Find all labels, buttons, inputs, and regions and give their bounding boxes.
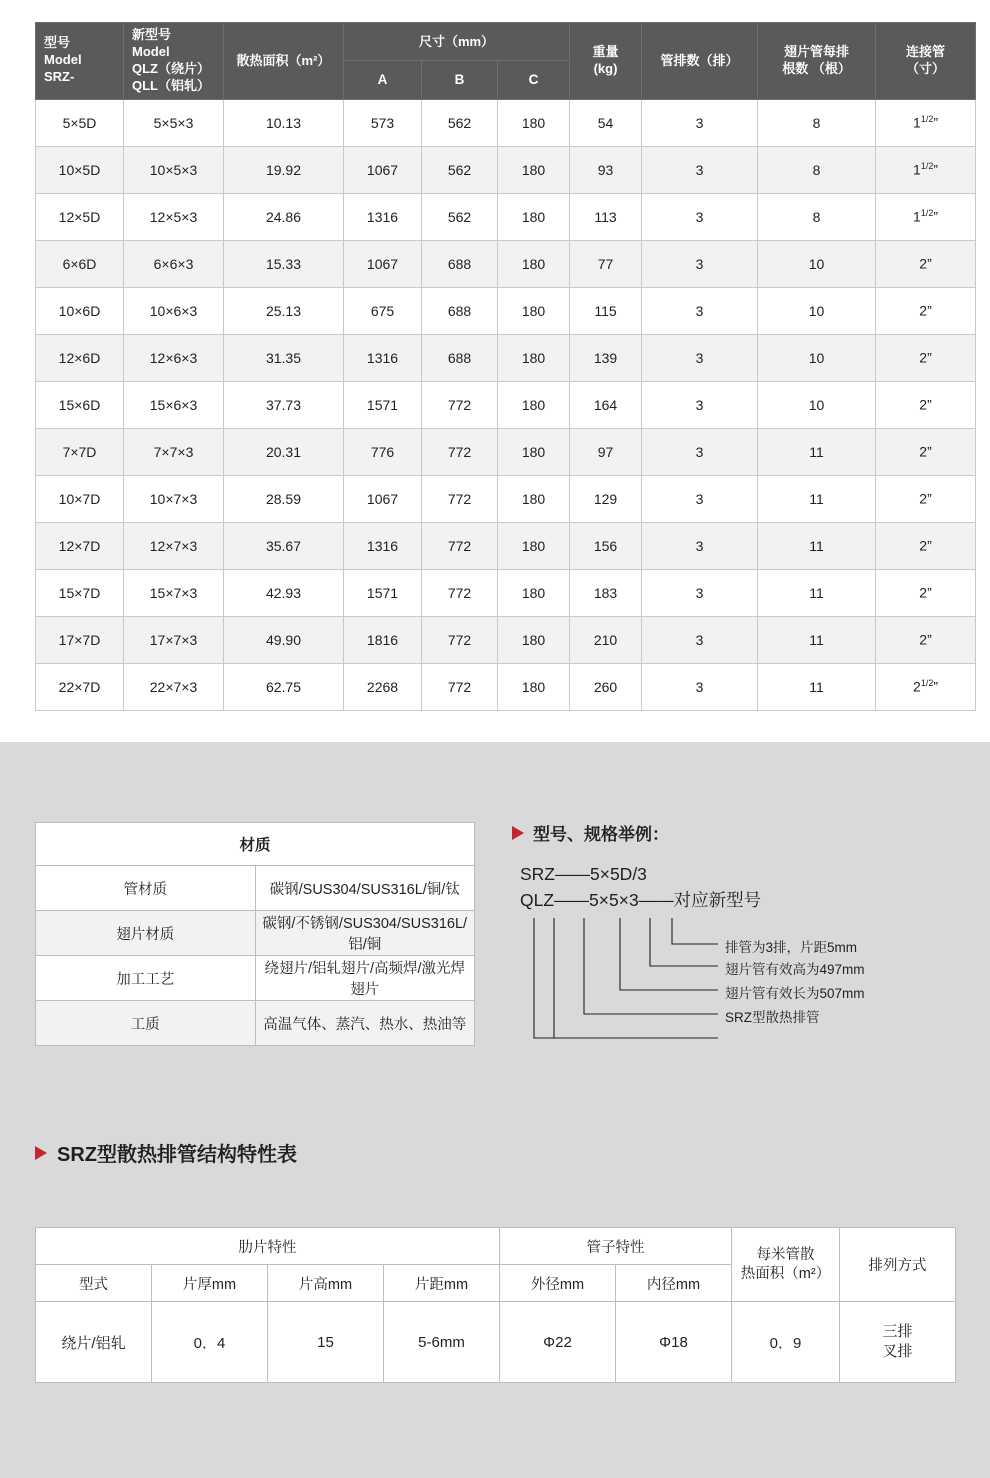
- model-example-code-line1: SRZ——5×5D/3: [520, 864, 647, 884]
- header-dim-c: C: [498, 60, 570, 99]
- conn-num: 1: [913, 208, 921, 225]
- cell-area: 49.90: [224, 616, 344, 663]
- table-row: [36, 287, 976, 334]
- cell-weight: 139: [570, 334, 642, 381]
- cell-arrangement-line1: 三排: [882, 1322, 913, 1340]
- cell-tubes-per-row: 10: [758, 381, 876, 428]
- cell-area: 31.35: [224, 334, 344, 381]
- header-dimension: 尺寸（mm）: [344, 23, 570, 61]
- table-row: [36, 334, 976, 381]
- cell-dim-c: 180: [498, 428, 570, 475]
- cell-tube-rows: 3: [642, 663, 758, 710]
- header-area: 散热面积（m²）: [224, 23, 344, 100]
- cell-dim-b: 772: [422, 616, 498, 663]
- cell-dim-c: 180: [498, 240, 570, 287]
- cell-weight: 129: [570, 475, 642, 522]
- header-fin-pitch: 片距mm: [384, 1265, 500, 1302]
- cell-dim-b: 772: [422, 428, 498, 475]
- header-model-old-line1: 型号: [44, 35, 71, 51]
- cell-tubes-per-row: 10: [758, 240, 876, 287]
- table-row: [36, 193, 976, 240]
- table-row: [36, 1302, 956, 1383]
- table-row: [36, 240, 976, 287]
- conn-frac: 1/2: [920, 678, 934, 689]
- header-inner-diameter: 内径mm: [616, 1265, 732, 1302]
- cell-area: 19.92: [224, 146, 344, 193]
- cell-dim-b: 562: [422, 146, 498, 193]
- conn-unit: ”: [933, 161, 938, 178]
- cell-dim-c: 180: [498, 475, 570, 522]
- header-model-old-line2: Model: [44, 52, 82, 68]
- cell-dim-a: 1316: [344, 334, 422, 381]
- cell-dim-a: 2268: [344, 663, 422, 710]
- conn-num: 1: [913, 161, 921, 178]
- cell-tubes-per-row: 11: [758, 428, 876, 475]
- cell-dim-c: 180: [498, 287, 570, 334]
- conn-unit: ”: [927, 631, 932, 648]
- header-connection-line1: 连接管: [906, 43, 946, 59]
- cell-outer-diameter: Φ22: [500, 1302, 616, 1383]
- cell-weight: 164: [570, 381, 642, 428]
- cell-area: 20.31: [224, 428, 344, 475]
- conn-num: 2: [919, 490, 928, 507]
- cell-dim-b: 772: [422, 522, 498, 569]
- cell-area: 42.93: [224, 569, 344, 616]
- cell-connection: [876, 240, 976, 287]
- table-row: [36, 475, 976, 522]
- header-area-per-meter-line1: 每米管散: [756, 1246, 815, 1263]
- cell-dim-a: 1816: [344, 616, 422, 663]
- materials-value: 绕翅片/铝轧翅片/高频焊/激光焊翅片: [255, 956, 475, 1001]
- example-note-1: 翅片管有效高为497mm: [725, 961, 865, 977]
- cell-new-model: 10×6×3: [124, 287, 224, 334]
- conn-num: 2: [919, 255, 928, 272]
- header-tube-rows: 管排数（排）: [642, 23, 758, 100]
- cell-weight: 54: [570, 99, 642, 146]
- header-fin-thickness: 片厚mm: [152, 1265, 268, 1302]
- cell-new-model: 17×7×3: [124, 616, 224, 663]
- cell-dim-c: 180: [498, 99, 570, 146]
- model-example-block: [512, 820, 962, 1074]
- table-row: [36, 866, 475, 911]
- cell-new-model: 12×6×3: [124, 334, 224, 381]
- conn-num: 2: [913, 678, 921, 695]
- cell-model: 17×7D: [36, 616, 124, 663]
- conn-num: 2: [919, 537, 928, 554]
- materials-title-row: [36, 823, 475, 866]
- cell-new-model: 15×7×3: [124, 569, 224, 616]
- cell-dim-a: 675: [344, 287, 422, 334]
- cell-dim-a: 1067: [344, 475, 422, 522]
- conn-unit: ”: [933, 114, 938, 131]
- header-fin-group: 肋片特性: [36, 1228, 500, 1265]
- cell-connection: [876, 381, 976, 428]
- cell-dim-c: 180: [498, 569, 570, 616]
- cell-connection: [876, 146, 976, 193]
- table-row: [36, 911, 475, 956]
- cell-dim-b: 772: [422, 475, 498, 522]
- conn-num: 1: [913, 114, 921, 131]
- conn-unit: ”: [927, 255, 932, 272]
- cell-weight: 210: [570, 616, 642, 663]
- header-model-new-line3: QLZ（绕片）: [132, 60, 210, 76]
- cell-dim-c: 180: [498, 334, 570, 381]
- cell-area: 10.13: [224, 99, 344, 146]
- cell-model: 22×7D: [36, 663, 124, 710]
- header-model-old-line3: SRZ-: [44, 69, 75, 85]
- cell-dim-a: 1571: [344, 381, 422, 428]
- cell-connection: [876, 663, 976, 710]
- spec-table: [35, 22, 976, 711]
- model-example-heading: [512, 820, 962, 845]
- conn-num: 2: [919, 584, 928, 601]
- header-model-new-line1: 新型号: [132, 27, 172, 42]
- table-row: [36, 146, 976, 193]
- cell-weight: 77: [570, 240, 642, 287]
- cell-model: 6×6D: [36, 240, 124, 287]
- cell-tubes-per-row: 11: [758, 522, 876, 569]
- cell-dim-a: 1316: [344, 193, 422, 240]
- cell-tube-rows: 3: [642, 146, 758, 193]
- cell-dim-a: 573: [344, 99, 422, 146]
- cell-fin-thickness: 0．4: [152, 1302, 268, 1383]
- cell-model: 15×7D: [36, 569, 124, 616]
- cell-tubes-per-row: 11: [758, 663, 876, 710]
- materials-value: 碳钢/SUS304/SUS316L/铜/钛: [255, 866, 475, 911]
- structure-section-heading: [35, 1138, 297, 1167]
- conn-num: 2: [919, 349, 928, 366]
- lower-grey-section: [0, 742, 990, 1478]
- structure-table-head: [36, 1228, 956, 1302]
- cell-model: 7×7D: [36, 428, 124, 475]
- header-dim-b: B: [422, 60, 498, 99]
- cell-weight: 93: [570, 146, 642, 193]
- cell-arrangement-line2: 叉排: [882, 1343, 913, 1360]
- table-row: [36, 99, 976, 146]
- table-row: [36, 956, 475, 1001]
- materials-value: 高温气体、蒸汽、热水、热油等: [255, 1001, 475, 1046]
- conn-frac: 1/2: [920, 161, 934, 172]
- cell-model: 15×6D: [36, 381, 124, 428]
- header-weight-line1: 重量: [592, 43, 619, 59]
- header-area-per-meter-line2: 热面积（m²）: [740, 1265, 831, 1282]
- cell-fin-type: 绕片/铝轧: [36, 1302, 152, 1383]
- conn-unit: ”: [927, 349, 932, 366]
- cell-connection: [876, 193, 976, 240]
- header-outer-diameter: 外径mm: [500, 1265, 616, 1302]
- cell-connection: [876, 428, 976, 475]
- spec-table-head: [36, 23, 976, 100]
- cell-dim-c: 180: [498, 522, 570, 569]
- cell-tube-rows: 3: [642, 475, 758, 522]
- example-note-3: SRZ型散热排管: [725, 1009, 820, 1025]
- header-model-old: [36, 23, 124, 100]
- cell-connection: [876, 569, 976, 616]
- header-dim-a: A: [344, 60, 422, 99]
- header-weight-line2: (kg): [593, 60, 618, 76]
- cell-dim-c: 180: [498, 146, 570, 193]
- cell-weight: 113: [570, 193, 642, 240]
- header-weight: [570, 23, 642, 100]
- cell-dim-a: 1316: [344, 522, 422, 569]
- spec-table-body: [36, 99, 976, 710]
- conn-num: 2: [919, 396, 928, 413]
- cell-connection: [876, 522, 976, 569]
- materials-title: 材质: [36, 823, 475, 866]
- cell-dim-b: 772: [422, 569, 498, 616]
- materials-label: 管材质: [36, 866, 256, 911]
- cell-model: 10×5D: [36, 146, 124, 193]
- header-tubes-per-row-line1: 翅片管每排: [784, 43, 850, 59]
- cell-fin-height: 15: [268, 1302, 384, 1383]
- cell-tubes-per-row: 8: [758, 146, 876, 193]
- materials-value: 碳钢/不锈钢/SUS304/SUS316L/铝/铜: [255, 911, 475, 956]
- structure-table-body: [36, 1302, 956, 1383]
- structure-section-heading-label: SRZ型散热排管结构特性表: [57, 1144, 297, 1166]
- header-model-new-line2: Model: [132, 43, 170, 59]
- example-note-0: 排管为3排，片距5mm: [725, 939, 858, 955]
- table-row: [36, 381, 976, 428]
- cell-dim-b: 772: [422, 381, 498, 428]
- cell-area: 28.59: [224, 475, 344, 522]
- cell-new-model: 12×5×3: [124, 193, 224, 240]
- cell-inner-diameter: Φ18: [616, 1302, 732, 1383]
- cell-model: 10×6D: [36, 287, 124, 334]
- cell-area: 25.13: [224, 287, 344, 334]
- structure-table: [35, 1227, 956, 1383]
- table-row: [36, 428, 976, 475]
- cell-model: 10×7D: [36, 475, 124, 522]
- materials-label: 翅片材质: [36, 911, 256, 956]
- cell-area-per-meter: 0．9: [732, 1302, 840, 1383]
- cell-tubes-per-row: 8: [758, 193, 876, 240]
- cell-dim-c: 180: [498, 616, 570, 663]
- cell-dim-b: 772: [422, 663, 498, 710]
- cell-tube-rows: 3: [642, 569, 758, 616]
- cell-tubes-per-row: 10: [758, 334, 876, 381]
- cell-tube-rows: 3: [642, 287, 758, 334]
- cell-tube-rows: 3: [642, 428, 758, 475]
- cell-dim-b: 562: [422, 99, 498, 146]
- table-row: [36, 522, 976, 569]
- cell-weight: 183: [570, 569, 642, 616]
- cell-tube-rows: 3: [642, 616, 758, 663]
- conn-unit: ”: [927, 443, 932, 460]
- model-example-leader-diagram: [520, 914, 960, 1074]
- conn-unit: ”: [927, 396, 932, 413]
- example-note-2: 翅片管有效长为507mm: [725, 985, 865, 1001]
- cell-connection: [876, 616, 976, 663]
- header-connection: [876, 23, 976, 100]
- cell-tube-rows: 3: [642, 99, 758, 146]
- cell-dim-a: 1067: [344, 240, 422, 287]
- materials-label: 工质: [36, 1001, 256, 1046]
- cell-model: 12×6D: [36, 334, 124, 381]
- cell-new-model: 10×7×3: [124, 475, 224, 522]
- conn-frac: 1/2: [920, 114, 934, 125]
- header-model-new: [124, 23, 224, 100]
- conn-frac: 1/2: [920, 208, 934, 219]
- conn-unit: ”: [933, 678, 938, 695]
- conn-unit: ”: [927, 584, 932, 601]
- cell-tubes-per-row: 11: [758, 616, 876, 663]
- model-example-heading-label: 型号、规格举例：: [533, 825, 669, 844]
- cell-tubes-per-row: 10: [758, 287, 876, 334]
- cell-weight: 156: [570, 522, 642, 569]
- header-area-per-meter: [732, 1228, 840, 1302]
- cell-area: 62.75: [224, 663, 344, 710]
- cell-weight: 260: [570, 663, 642, 710]
- conn-num: 2: [919, 443, 928, 460]
- cell-tube-rows: 3: [642, 334, 758, 381]
- cell-new-model: 10×5×3: [124, 146, 224, 193]
- conn-num: 2: [919, 631, 928, 648]
- cell-connection: [876, 334, 976, 381]
- triangle-bullet-icon: [35, 1146, 47, 1160]
- cell-new-model: 22×7×3: [124, 663, 224, 710]
- materials-label: 加工工艺: [36, 956, 256, 1001]
- cell-model: 12×7D: [36, 522, 124, 569]
- header-connection-line2: （寸）: [906, 60, 946, 76]
- cell-dim-a: 1571: [344, 569, 422, 616]
- cell-dim-a: 1067: [344, 146, 422, 193]
- cell-fin-pitch: 5-6mm: [384, 1302, 500, 1383]
- header-fin-height: 片高mm: [268, 1265, 384, 1302]
- header-tubes-per-row: [758, 23, 876, 100]
- header-fin-type: 型式: [36, 1265, 152, 1302]
- header-arrangement: 排列方式: [840, 1228, 956, 1302]
- conn-unit: ”: [933, 208, 938, 225]
- cell-connection: [876, 99, 976, 146]
- cell-dim-b: 562: [422, 193, 498, 240]
- cell-new-model: 7×7×3: [124, 428, 224, 475]
- cell-dim-c: 180: [498, 193, 570, 240]
- cell-connection: [876, 475, 976, 522]
- cell-area: 24.86: [224, 193, 344, 240]
- cell-model: 5×5D: [36, 99, 124, 146]
- table-row: [36, 569, 976, 616]
- cell-connection: [876, 287, 976, 334]
- header-tube-group: 管子特性: [500, 1228, 732, 1265]
- cell-dim-b: 688: [422, 287, 498, 334]
- cell-new-model: 12×7×3: [124, 522, 224, 569]
- table-row: [36, 616, 976, 663]
- header-tubes-per-row-line2: 根数 （根）: [782, 60, 851, 76]
- cell-tubes-per-row: 11: [758, 475, 876, 522]
- cell-new-model: 15×6×3: [124, 381, 224, 428]
- cell-tube-rows: 3: [642, 240, 758, 287]
- table-row: [36, 1001, 475, 1046]
- conn-unit: ”: [927, 537, 932, 554]
- cell-dim-a: 776: [344, 428, 422, 475]
- cell-area: 15.33: [224, 240, 344, 287]
- cell-dim-b: 688: [422, 334, 498, 381]
- conn-num: 2: [919, 302, 928, 319]
- cell-new-model: 6×6×3: [124, 240, 224, 287]
- conn-unit: ”: [927, 490, 932, 507]
- cell-tube-rows: 3: [642, 193, 758, 240]
- cell-tube-rows: 3: [642, 522, 758, 569]
- cell-weight: 115: [570, 287, 642, 334]
- conn-unit: ”: [927, 302, 932, 319]
- triangle-bullet-icon: [512, 826, 524, 840]
- cell-arrangement: [840, 1302, 956, 1383]
- cell-weight: 97: [570, 428, 642, 475]
- cell-tube-rows: 3: [642, 381, 758, 428]
- cell-dim-c: 180: [498, 663, 570, 710]
- cell-new-model: 5×5×3: [124, 99, 224, 146]
- cell-area: 35.67: [224, 522, 344, 569]
- materials-table: [35, 822, 475, 1046]
- cell-area: 37.73: [224, 381, 344, 428]
- model-example-code-line2: QLZ——5×5×3——对应新型号: [520, 890, 762, 911]
- cell-dim-c: 180: [498, 381, 570, 428]
- cell-tubes-per-row: 8: [758, 99, 876, 146]
- header-model-new-line4: QLL（铝轧）: [132, 77, 210, 93]
- cell-model: 12×5D: [36, 193, 124, 240]
- table-row: [36, 663, 976, 710]
- cell-dim-b: 688: [422, 240, 498, 287]
- cell-tubes-per-row: 11: [758, 569, 876, 616]
